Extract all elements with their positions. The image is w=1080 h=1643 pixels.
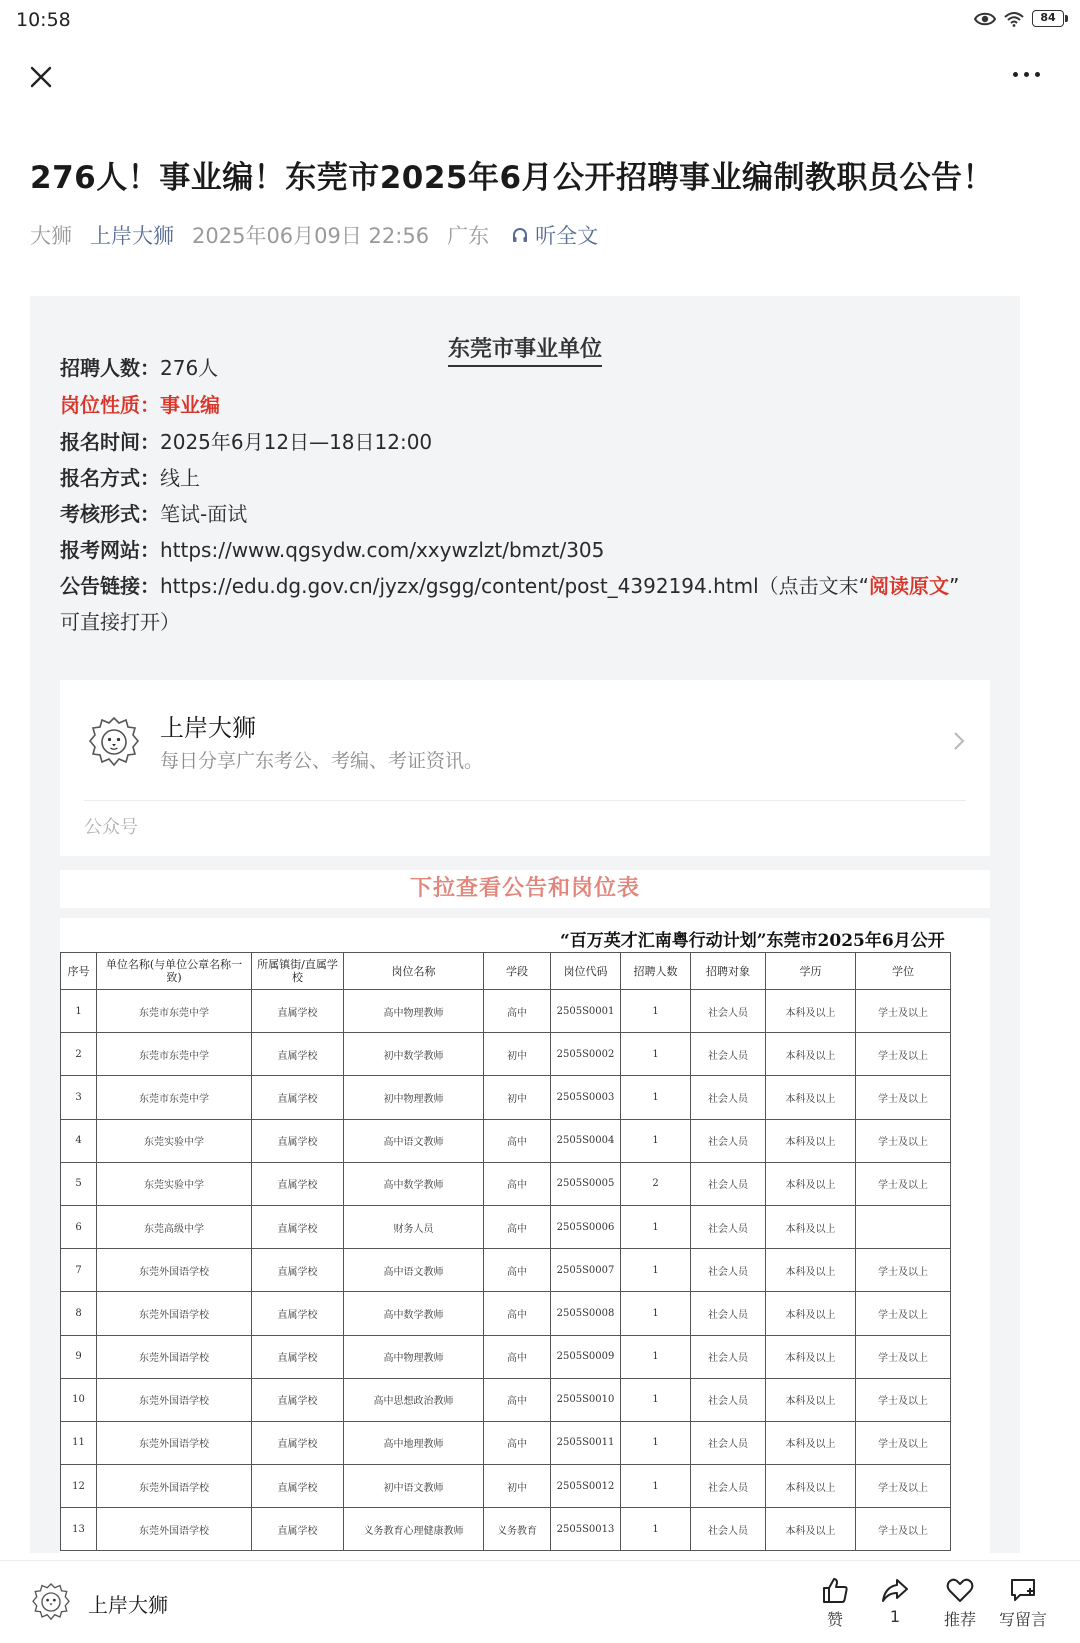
- article-author: 大狮: [30, 224, 72, 248]
- table-cell: 社会人员: [691, 1421, 766, 1464]
- info-label: 报考网站：: [60, 538, 160, 562]
- table-cell: 高中地理教师: [344, 1421, 484, 1464]
- like-label: 赞: [826, 1610, 843, 1629]
- bottom-action-bar: [0, 1560, 1080, 1643]
- col-header: 学历: [766, 953, 856, 990]
- table-cell: 初中语文教师: [344, 1465, 484, 1508]
- table-cell: 东莞高级中学: [97, 1205, 252, 1248]
- table-cell: 高中: [484, 1378, 551, 1421]
- table-cell: 直属学校: [252, 1378, 344, 1421]
- lion-avatar-icon: [86, 714, 142, 770]
- table-cell: 社会人员: [691, 1119, 766, 1162]
- table-cell: 高中物理教师: [344, 990, 484, 1033]
- info-line-website: [60, 534, 604, 563]
- col-header: 招聘人数: [621, 953, 691, 990]
- table-cell: 直属学校: [252, 990, 344, 1033]
- table-cell: 本科及以上: [766, 1076, 856, 1119]
- table-cell: 2505S0004: [551, 1119, 621, 1162]
- table-cell: 7: [61, 1249, 97, 1292]
- table-cell: 高中语文教师: [344, 1249, 484, 1292]
- table-cell: 9: [61, 1335, 97, 1378]
- write-comment-button[interactable]: [988, 1575, 1058, 1630]
- table-cell: 本科及以上: [766, 1378, 856, 1421]
- table-cell: 2505S0005: [551, 1162, 621, 1205]
- table-cell: [856, 1205, 951, 1248]
- table-cell: 社会人员: [691, 1076, 766, 1119]
- table-cell: 1: [621, 1249, 691, 1292]
- table-cell: 高中思想政治教师: [344, 1378, 484, 1421]
- article-content-card: [30, 296, 1020, 1553]
- table-cell: 社会人员: [691, 1162, 766, 1205]
- headphones-icon: [511, 226, 529, 244]
- table-cell: 学士及以上: [856, 990, 951, 1033]
- table-cell: 高中: [484, 1162, 551, 1205]
- official-account-card[interactable]: [60, 680, 990, 856]
- col-header: 所属镇街/直属学校: [252, 953, 344, 990]
- table-cell: 高中: [484, 1249, 551, 1292]
- table-cell: 社会人员: [691, 1205, 766, 1248]
- table-cell: 初中: [484, 1465, 551, 1508]
- table-cell: 社会人员: [691, 1335, 766, 1378]
- table-cell: 直属学校: [252, 1249, 344, 1292]
- table-cell: 2505S0010: [551, 1378, 621, 1421]
- table-cell: 初中: [484, 1033, 551, 1076]
- col-header: 招聘对象: [691, 953, 766, 990]
- table-cell: 东莞外国语学校: [97, 1335, 252, 1378]
- table-cell: 本科及以上: [766, 1119, 856, 1162]
- info-line-exam-format: [60, 498, 247, 527]
- comment-icon: [1008, 1575, 1038, 1605]
- notice-url: https://edu.dg.gov.cn/jyzx/gsgg/content/post_4392194.html（点击文末“: [160, 574, 870, 598]
- table-cell: 8: [61, 1292, 97, 1335]
- info-label: 公告链接：: [60, 574, 160, 598]
- table-cell: 1: [621, 1119, 691, 1162]
- table-cell: 2505S0007: [551, 1249, 621, 1292]
- table-cell: 学士及以上: [856, 1465, 951, 1508]
- recommend-button[interactable]: [925, 1575, 995, 1630]
- table-cell: 1: [621, 1205, 691, 1248]
- more-options-button[interactable]: [1013, 72, 1040, 77]
- table-cell: 1: [621, 1508, 691, 1551]
- info-value: 2025年6月12日—18日12:00: [160, 430, 433, 454]
- table-cell: 2: [61, 1033, 97, 1076]
- table-cell: 直属学校: [252, 1033, 344, 1076]
- info-value: 线上: [160, 466, 200, 490]
- table-cell: 东莞外国语学校: [97, 1378, 252, 1421]
- status-bar: [0, 0, 1080, 44]
- info-label: 报名方式：: [60, 466, 160, 490]
- table-header-row: [61, 953, 951, 990]
- table-cell: 高中: [484, 1119, 551, 1162]
- table-row: [61, 1205, 951, 1248]
- table-cell: 直属学校: [252, 1292, 344, 1335]
- info-line-signup-method: [60, 462, 200, 491]
- table-cell: 初中物理教师: [344, 1076, 484, 1119]
- table-cell: 社会人员: [691, 1508, 766, 1551]
- col-header: 岗位代码: [551, 953, 621, 990]
- job-table-image[interactable]: [60, 918, 990, 1553]
- website-url: https://www.qgsydw.com/xxywzlzt/bmzt/305: [160, 538, 605, 562]
- col-header: 学段: [484, 953, 551, 990]
- table-cell: 1: [621, 1378, 691, 1421]
- table-cell: 直属学校: [252, 1508, 344, 1551]
- listen-button[interactable]: [511, 220, 598, 250]
- table-cell: 东莞市东莞中学: [97, 990, 252, 1033]
- table-cell: 直属学校: [252, 1119, 344, 1162]
- table-row: [61, 1335, 951, 1378]
- col-header: 学位: [856, 953, 951, 990]
- table-cell: 2505S0008: [551, 1292, 621, 1335]
- table-row: [61, 1378, 951, 1421]
- table-cell: 东莞市东莞中学: [97, 1076, 252, 1119]
- table-cell: 初中: [484, 1076, 551, 1119]
- table-cell: 财务人员: [344, 1205, 484, 1248]
- publish-date: 2025年06月09日 22:56: [192, 224, 430, 248]
- write-comment-label: 写留言: [998, 1610, 1047, 1629]
- table-cell: 4: [61, 1119, 97, 1162]
- table-row: [61, 1292, 951, 1335]
- table-cell: 本科及以上: [766, 1335, 856, 1378]
- wifi-icon: [1004, 11, 1024, 27]
- table-cell: 东莞外国语学校: [97, 1421, 252, 1464]
- table-row: [61, 1421, 951, 1464]
- info-line-count: [60, 352, 218, 381]
- table-cell: 1: [621, 1076, 691, 1119]
- table-cell: 学士及以上: [856, 1162, 951, 1205]
- table-row: [61, 1033, 951, 1076]
- table-cell: 2: [621, 1162, 691, 1205]
- table-cell: 义务教育: [484, 1508, 551, 1551]
- table-cell: 2505S0009: [551, 1335, 621, 1378]
- table-cell: 2505S0013: [551, 1508, 621, 1551]
- table-cell: 社会人员: [691, 1033, 766, 1076]
- battery-indicator: 84: [1032, 10, 1064, 27]
- table-cell: 学士及以上: [856, 1249, 951, 1292]
- table-cell: 本科及以上: [766, 1033, 856, 1076]
- table-cell: 社会人员: [691, 1249, 766, 1292]
- table-cell: 2505S0006: [551, 1205, 621, 1248]
- table-cell: 高中物理教师: [344, 1335, 484, 1378]
- table-cell: 高中: [484, 990, 551, 1033]
- table-cell: 社会人员: [691, 1465, 766, 1508]
- profile-type-label: 公众号: [84, 817, 138, 838]
- table-cell: 东莞市东莞中学: [97, 1033, 252, 1076]
- table-cell: 直属学校: [252, 1421, 344, 1464]
- info-value: 276人: [160, 356, 219, 380]
- lion-avatar-icon[interactable]: [30, 1581, 72, 1623]
- table-row: [61, 1508, 951, 1551]
- share-button[interactable]: [860, 1575, 930, 1626]
- job-table-body: [61, 990, 951, 1551]
- table-cell: 初中数学教师: [344, 1033, 484, 1076]
- table-cell: 2505S0001: [551, 990, 621, 1033]
- job-table: [60, 952, 951, 1551]
- table-cell: 高中数学教师: [344, 1162, 484, 1205]
- table-cell: 直属学校: [252, 1162, 344, 1205]
- table-cell: 高中数学教师: [344, 1292, 484, 1335]
- table-cell: 高中: [484, 1292, 551, 1335]
- divider: [84, 800, 966, 801]
- table-cell: 1: [621, 990, 691, 1033]
- table-cell: 直属学校: [252, 1076, 344, 1119]
- table-cell: 高中: [484, 1335, 551, 1378]
- table-cell: 高中语文教师: [344, 1119, 484, 1162]
- table-cell: 直属学校: [252, 1465, 344, 1508]
- listen-label: 听全文: [535, 224, 599, 248]
- status-time: 10:58: [16, 9, 71, 31]
- table-cell: 13: [61, 1508, 97, 1551]
- table-cell: 高中: [484, 1421, 551, 1464]
- table-cell: 东莞外国语学校: [97, 1292, 252, 1335]
- table-cell: 学士及以上: [856, 1292, 951, 1335]
- table-cell: 本科及以上: [766, 1465, 856, 1508]
- close-icon[interactable]: [26, 62, 56, 92]
- article-meta: [30, 220, 598, 250]
- table-cell: 1: [621, 1292, 691, 1335]
- pull-down-banner: 下拉查看公告和岗位表: [60, 870, 990, 908]
- nav-bar: [0, 52, 1080, 102]
- table-cell: 1: [61, 990, 97, 1033]
- table-cell: 社会人员: [691, 1378, 766, 1421]
- table-cell: 10: [61, 1378, 97, 1421]
- info-value: 笔试-面试: [160, 502, 248, 526]
- table-cell: 东莞外国语学校: [97, 1249, 252, 1292]
- table-cell: 本科及以上: [766, 1205, 856, 1248]
- table-cell: 高中: [484, 1205, 551, 1248]
- table-cell: 直属学校: [252, 1205, 344, 1248]
- notice-heading: 东莞市事业单位: [448, 337, 602, 367]
- table-cell: 1: [621, 1421, 691, 1464]
- read-original-highlight: 阅读原文: [869, 574, 950, 598]
- info-label: 考核形式：: [60, 502, 160, 526]
- table-cell: 社会人员: [691, 990, 766, 1033]
- col-header: 岗位名称: [344, 953, 484, 990]
- info-value: 事业编: [160, 393, 220, 417]
- table-cell: 1: [621, 1465, 691, 1508]
- info-label: 报名时间：: [60, 430, 160, 454]
- recommend-label: 推荐: [943, 1610, 976, 1629]
- eye-icon: [974, 11, 996, 27]
- table-cell: 学士及以上: [856, 1421, 951, 1464]
- table-cell: 学士及以上: [856, 1076, 951, 1119]
- table-cell: 2505S0002: [551, 1033, 621, 1076]
- table-cell: 2505S0011: [551, 1421, 621, 1464]
- table-row: [61, 1119, 951, 1162]
- bottom-account-name[interactable]: 上岸大狮: [88, 1593, 168, 1617]
- chevron-right-icon: [952, 730, 966, 752]
- table-cell: 1: [621, 1335, 691, 1378]
- publish-location: 广东: [447, 224, 490, 248]
- table-row: [61, 1249, 951, 1292]
- table-cell: 学士及以上: [856, 1508, 951, 1551]
- table-cell: 本科及以上: [766, 1292, 856, 1335]
- table-cell: 本科及以上: [766, 1508, 856, 1551]
- info-line-notice-continuation: 可直接打开）: [60, 610, 180, 634]
- table-cell: 6: [61, 1205, 97, 1248]
- table-row: [61, 1162, 951, 1205]
- share-count: 1: [889, 1607, 901, 1626]
- table-cell: 直属学校: [252, 1335, 344, 1378]
- thumbs-up-icon: [820, 1575, 850, 1605]
- table-cell: 义务教育心理健康教师: [344, 1508, 484, 1551]
- table-cell: 学士及以上: [856, 1378, 951, 1421]
- table-cell: 12: [61, 1465, 97, 1508]
- table-cell: 东莞外国语学校: [97, 1465, 252, 1508]
- more-dot-icon: [1024, 72, 1029, 77]
- col-header: 序号: [61, 953, 97, 990]
- table-cell: 本科及以上: [766, 1249, 856, 1292]
- article-title: 276人！事业编！东莞市2025年6月公开招聘事业编制教职员公告！: [30, 160, 995, 196]
- table-cell: 本科及以上: [766, 1421, 856, 1464]
- table-cell: 社会人员: [691, 1292, 766, 1335]
- more-dot-icon: [1035, 72, 1040, 77]
- table-cell: 11: [61, 1421, 97, 1464]
- table-cell: 学士及以上: [856, 1119, 951, 1162]
- profile-description: 每日分享广东考公、考编、考证资讯。: [160, 750, 484, 772]
- table-cell: 1: [621, 1033, 691, 1076]
- info-line-notice-link: [60, 570, 959, 599]
- table-row: [61, 1076, 951, 1119]
- info-line-nature: [60, 389, 220, 418]
- table-row: [61, 1465, 951, 1508]
- status-icons: [974, 10, 1064, 27]
- table-cell: 2505S0003: [551, 1076, 621, 1119]
- table-cell: 学士及以上: [856, 1033, 951, 1076]
- heart-icon: [945, 1575, 975, 1605]
- table-cell: 东莞外国语学校: [97, 1508, 252, 1551]
- table-cell: 2505S0012: [551, 1465, 621, 1508]
- sheet-title: “百万英才汇南粤行动计划”东莞市2025年6月公开: [560, 931, 945, 951]
- info-label: 岗位性质：: [60, 393, 160, 417]
- table-cell: 学士及以上: [856, 1335, 951, 1378]
- info-tail: ”: [949, 574, 960, 598]
- table-row: [61, 990, 951, 1033]
- table-cell: 3: [61, 1076, 97, 1119]
- table-cell: 5: [61, 1162, 97, 1205]
- account-link[interactable]: 上岸大狮: [90, 224, 174, 248]
- more-dot-icon: [1013, 72, 1018, 77]
- table-cell: 东莞实验中学: [97, 1162, 252, 1205]
- table-cell: 本科及以上: [766, 990, 856, 1033]
- info-label: 招聘人数：: [60, 356, 160, 380]
- info-line-signup-time: [60, 426, 432, 455]
- col-header: 单位名称(与单位公章名称一致): [97, 953, 252, 990]
- table-cell: 东莞实验中学: [97, 1119, 252, 1162]
- share-icon: [880, 1575, 910, 1605]
- table-cell: 本科及以上: [766, 1162, 856, 1205]
- profile-name: 上岸大狮: [160, 714, 256, 742]
